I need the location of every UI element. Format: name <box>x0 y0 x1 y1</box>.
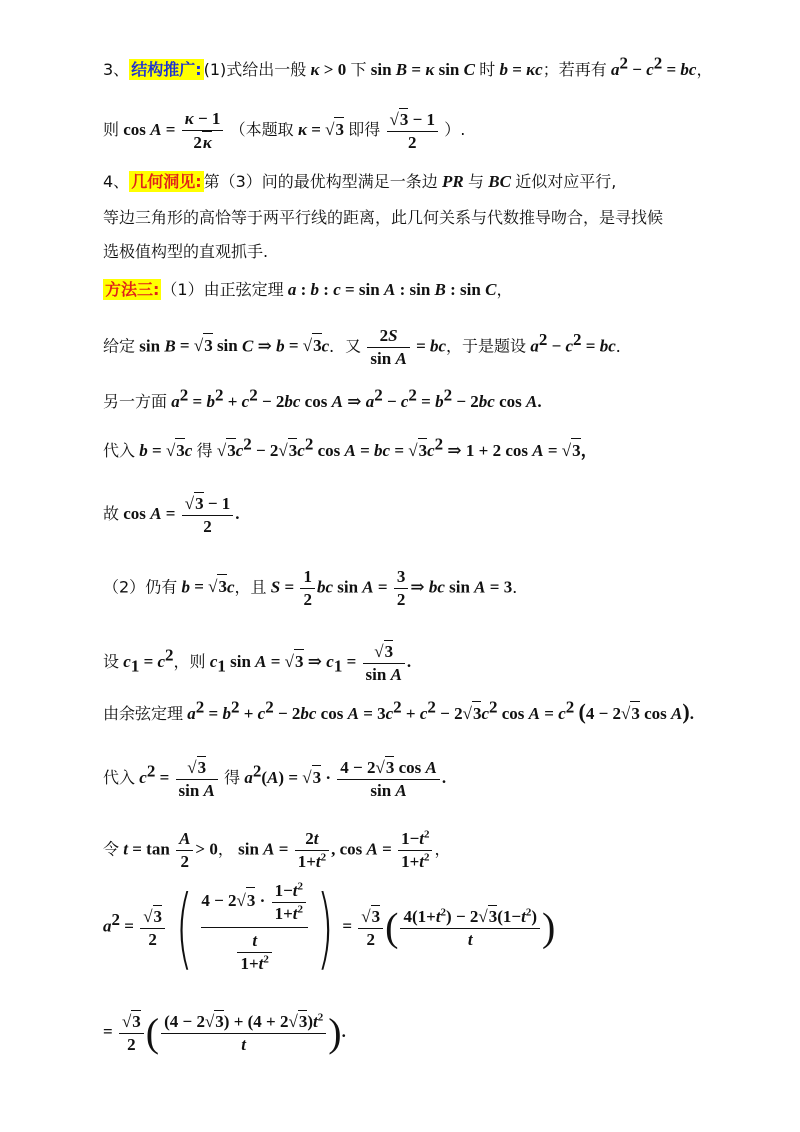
part-2-line-5: 令 t = tan $\frac{A}{2}$ > 0， sin A = $\frac{2t}{1+t^2}$ , cos A = $\frac{1-t^2}{1+t^2}$ ， <box>103 828 451 871</box>
part-2-line-2: 设 $c_1 = c^2$，则 $c_1$ sin A = √3 ⇒ $c_1$ = $\frac{√3}{\text{sin A}}$ . <box>103 642 412 684</box>
method-3-cosine: 另一方面 $a^2 = b^2 + c^2 - 2bc$ cos A ⇒ $a^2 - c^2 = b^2 - 2bc$ cos A. <box>103 385 542 411</box>
method-3-tag: 方法三: <box>105 280 160 299</box>
item-4-tag: 几何洞见: <box>131 172 202 191</box>
method-3-substitute: 代入 b = √3c 得 $√3c^2 - 2√3c^2$ cos A = bc = $√3c^2$ ⇒ 1 + 2 cos A = √3， <box>103 438 598 463</box>
item-4-line-3: 选极值构型的直观抓手. <box>103 242 269 261</box>
part-2-line-3: 由余弦定理 $a^2 = b^2 + c^2 - 2bc$ $\cos A = 3c^2 + c^2 - 2√3c^2$ $\cos A = c^2$ (4 − 2√3 cos A). <box>103 697 694 724</box>
part-2-line-6: $a^2$ = $\frac{√3}{2}$ ( 4 − 2√3 · $\frac{1-t^2}{1+t^2}$ $\frac{t}{1+t^2}$ ) = $\frac{√3}{2}$ ( $\frac{4(1+t^2) - 2√3(1-t^2)}{t}$ ) <box>103 875 556 979</box>
item-3-tag: 结构推广: <box>131 60 202 79</box>
item-3-line-1: 3、 结构推广: (1)式给出一般 κ > 0 下 sin B = κ sin C 时 b = κc；若再有 $a^2 - c^2$ = bc， <box>103 53 713 79</box>
item-3-line-2: 则 cos A = $\frac{\kappa - 1}{2\kappa}$ （本题取 κ = √3 即得 $\frac{√3 - 1}{2}$ ）. <box>103 109 466 152</box>
part-2-line-1: （2）仍有 b = √3c，且 S = $\frac{1}{2}$ bc sin A = $\frac{3}{2}$ ⇒ bc sin A = 3． <box>103 567 529 609</box>
item-4-number: 4、 <box>103 172 130 191</box>
method-3-given: 给定 sin B = √3 sin C ⇒ b = √3c．又 $\frac{2S}{\text{sin A}}$ = bc，于是题设 $a^2 - c^2$ = bc． <box>103 326 632 368</box>
part-2-line-7: = $\frac{√3}{2}$ ( $\frac{(4 - 2√3) + (4 + 2√3)t^2}{t}$ ). <box>103 1010 346 1055</box>
item-4-line-1: 4、 几何洞见: 第（3）问的最优构型满足一条边 PR 与 BC 近似对应平行, <box>103 172 617 191</box>
method-3-result: 故 cos A = $\frac{√3 - 1}{2}$ . <box>103 494 240 536</box>
item-4-line-2: 等边三角形的高恰等于两平行线的距离，此几何关系与代数推导吻合，是寻找候 <box>103 208 664 227</box>
item-3-number: 3、 <box>103 60 130 79</box>
method-3-intro: 方法三: （1）由正弦定理 a : b : c = sin A : sin B : sin C， <box>105 280 513 299</box>
fraction-root3: $\frac{√3 - 1}{2}$ <box>387 108 439 154</box>
fraction-kappa: $\frac{\kappa - 1}{2\kappa}$ <box>182 108 224 154</box>
part-2-line-4: 代入 $c^2$ = $\frac{√3}{\text{sin A}}$ 得 $a^2(A) = √3$ · $\frac{\text{4 − 2√3 cos A}}{\text{sin A}}$ . <box>103 758 447 800</box>
